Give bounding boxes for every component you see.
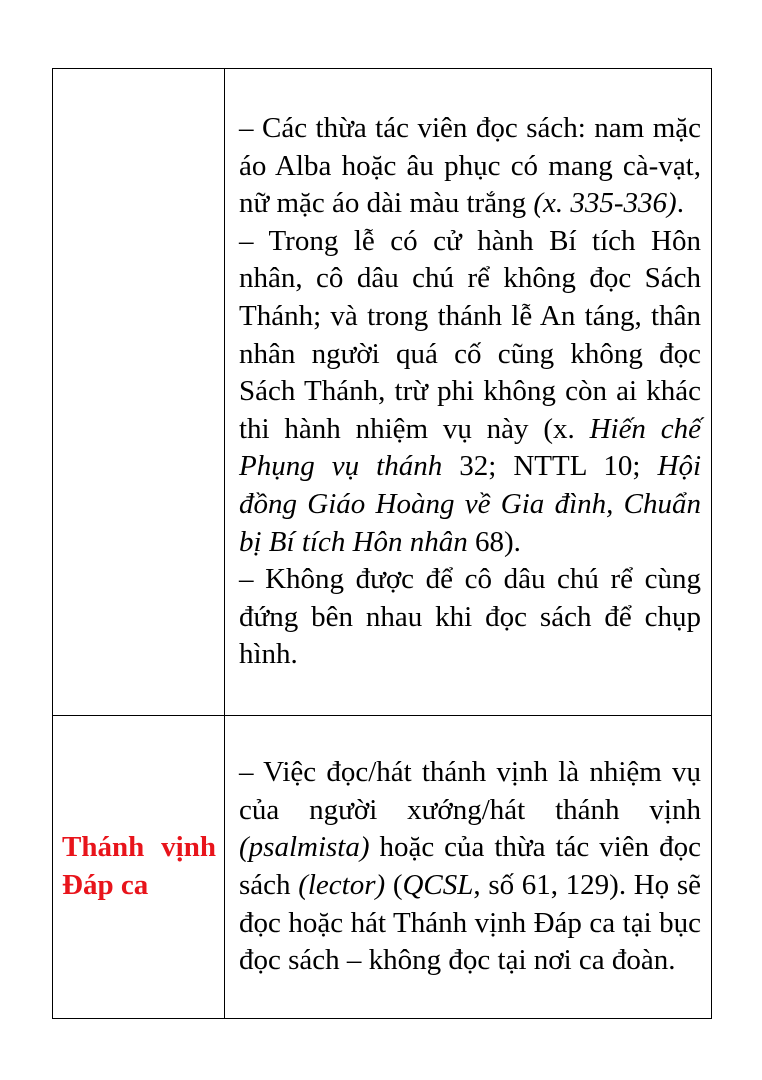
italic-text-segment: QCSL xyxy=(402,869,474,901)
text-segment: – Trong lễ có cử hành Bí tích Hôn nhân, cô dâu chú rể không đọc Sách Thánh; và trong thánh lễ An táng, thân nhân người quá cố cũng không đọc Sách Thánh, trừ phi không còn ai khác thi hành nhiệm vụ này (x. xyxy=(239,224,701,445)
row-content-cell xyxy=(225,69,712,716)
row-label-cell xyxy=(53,716,225,1019)
text-segment: , số 61, 129). Họ sẽ đọc hoặc hát Thánh vịnh Đáp ca tại bục đọc sách – không đọc tại nơi ca đoàn. xyxy=(239,869,701,977)
text-segment: – Việc đọc/hát thánh vịnh là nhiệm vụ của người xướng/hát thánh vịnh xyxy=(239,756,701,826)
paragraph xyxy=(239,223,701,561)
row-label-cell xyxy=(53,69,225,716)
paragraph xyxy=(239,110,701,223)
italic-text-segment: (lector) xyxy=(298,869,386,901)
text-segment: ( xyxy=(385,869,403,901)
text-segment: 32; NTTL 10; xyxy=(442,450,658,483)
text-segment: . xyxy=(676,187,684,220)
text-segment: – Các thừa tác viên đọc sách: nam mặc áo Alba hoặc âu phục có mang cà-vạt, nữ mặc áo dài màu trắng xyxy=(239,112,701,220)
row-content-cell xyxy=(225,716,712,1019)
text-segment: 68). xyxy=(467,525,521,558)
document-table xyxy=(52,68,712,1019)
italic-text-segment: Hội đồng Giáo Hoàng về Gia đình, Chuẩn bị Bí tích Hôn nhân xyxy=(239,450,701,558)
paragraph xyxy=(239,754,701,980)
text-segment: hoặc của thừa tác viên đọc sách xyxy=(239,831,701,901)
italic-text-segment: Hiến chế Phụng vụ thánh xyxy=(239,412,701,483)
text-segment: – Không được để cô dâu chú rể cùng đứng bên nhau khi đọc sách để chụp hình. xyxy=(239,563,701,671)
row-label: Thánh vịnh Đáp ca xyxy=(62,831,216,901)
italic-text-segment: (x. 335-336) xyxy=(533,187,677,220)
table-row xyxy=(53,69,712,716)
row-content xyxy=(225,752,711,982)
italic-text-segment: (psalmista) xyxy=(239,831,370,864)
row-content xyxy=(225,108,711,676)
table-row xyxy=(53,716,712,1019)
paragraph xyxy=(239,561,701,674)
